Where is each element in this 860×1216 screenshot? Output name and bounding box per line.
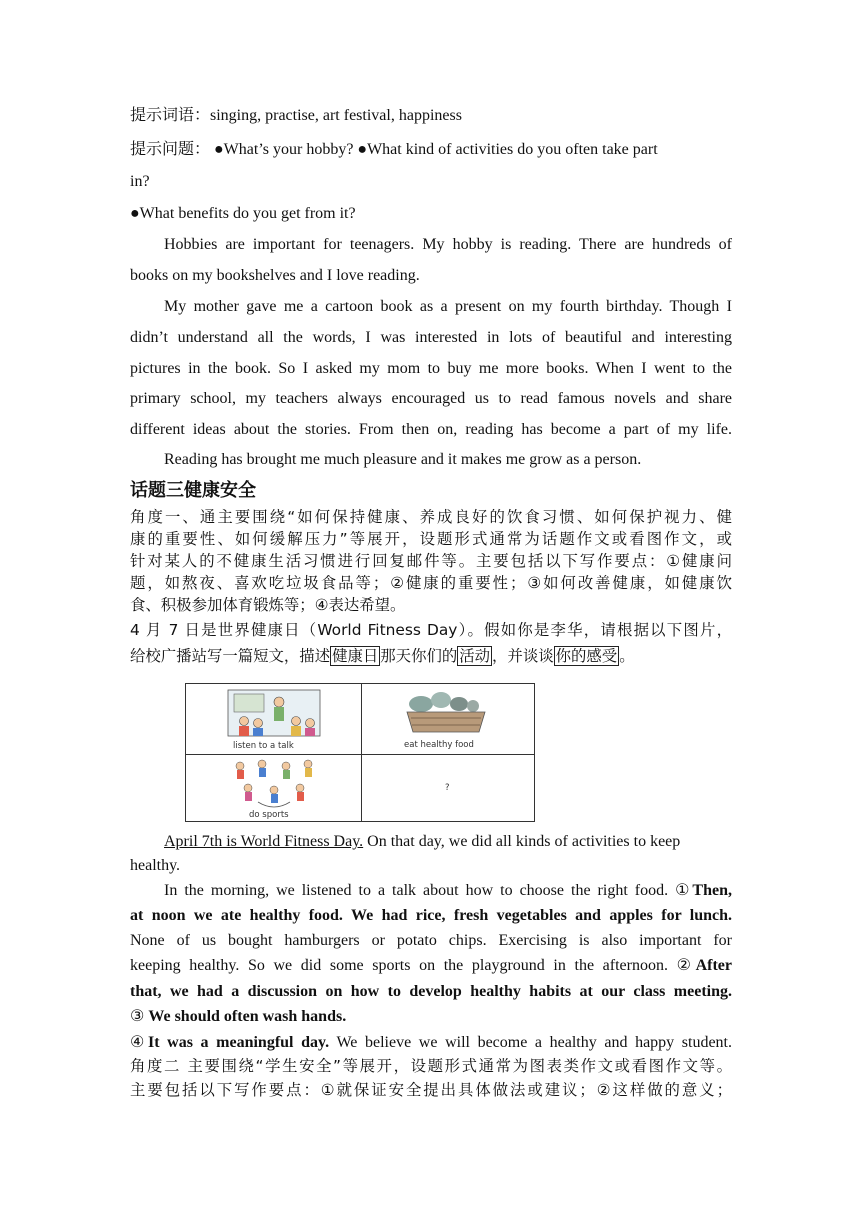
healthy-food-crate-illustration	[401, 690, 491, 736]
angle2-line2: 主要包括以下写作要点：①就保证安全提出具体做法或建议；②这样做的意义；	[130, 1081, 732, 1099]
essay1-p2-line4: primary school, my teachers always encouraged us to read famous novels and share	[130, 390, 732, 407]
boxed-keyword-feelings: 你的感受	[555, 647, 618, 665]
essay2-line6: keeping healthy. So we did some sports on the playground in the afternoon. ②After	[130, 957, 732, 974]
essay1-p3: Reading has brought me much pleasure and it makes me grow as a person.	[164, 451, 642, 468]
essay2-line7: that, we had a discussion on how to develop healthy habits at our class meeting.	[130, 983, 732, 1000]
essay2-line4: at noon we ate healthy food. We had rice, fresh vegetables and apples for lunch.	[130, 907, 732, 924]
essay2-line5: None of us bought hamburgers or potato chips. Exercising is also important for	[130, 932, 732, 949]
essay2-line3: In the morning, we listened to a talk about how to choose the right food. ①Then,	[164, 882, 732, 899]
angle1-line3: 针对某人的不健康生活习惯进行回复邮件等。主要包括以下写作要点：①健康问	[130, 552, 732, 570]
essay2-line1: April 7th is World Fitness Day. On that day, we did all kinds of activities to keep	[164, 833, 681, 850]
underlined-topic-sentence: April 7th is World Fitness Day.	[164, 833, 364, 850]
essay2-line8: ③ We should often wash hands.	[130, 1008, 347, 1025]
essay1-p1-line2: books on my bookshelves and I love reading.	[130, 267, 420, 284]
essay1-p1-line1: Hobbies are important for teenagers. My hobby is reading. There are hundreds of	[164, 236, 732, 253]
caption-eat-healthy-food: eat healthy food	[404, 740, 474, 750]
essay2-line9: ④It was a meaningful day. We believe we will become a healthy and happy student.	[130, 1034, 733, 1051]
angle1-line5: 食、积极参加体育锻炼等；④表达希望。	[130, 596, 406, 614]
essay2-line2: healthy.	[130, 857, 181, 874]
caption-do-sports: do sports	[249, 810, 289, 820]
essay1-p2-line2: didn’t understand all the words, I was interested in lots of beautiful and interesting	[130, 329, 732, 346]
task-line1: 4 月 7 日是世界健康日（World Fitness Day）。假如你是李华，请根据以下图片，	[130, 621, 732, 639]
boxed-keyword-fitness-day: 健康日	[332, 647, 379, 665]
angle2-line1: 角度二 主要围绕“学生安全”等展开，设题形式通常为图表类作文或看图作文等。	[130, 1057, 732, 1075]
boxed-keyword-activities: 活动	[459, 647, 491, 665]
hint-question-3: ●What benefits do you get from it?	[130, 205, 356, 222]
picture-grid	[185, 683, 535, 822]
task-line2: 给校广播站写一篇短文，描述 健康日 那天你们的 活动 ，并谈谈 你的感受 。	[130, 647, 635, 665]
classroom-talk-illustration	[224, 688, 324, 740]
caption-question-mark: ?	[445, 783, 450, 793]
hint-questions: 提示问题： ●What’s your hobby? ●What kind of activities do you often take part	[130, 141, 658, 158]
angle1-line1: 角度一、通主要围绕“如何保持健康、养成良好的饮食习惯、如何保护视力、健	[130, 508, 732, 526]
essay1-p2-line1: My mother gave me a cartoon book as a present on my fourth birthday. Though I	[164, 298, 732, 315]
topic3-title: 话题三健康安全	[130, 480, 256, 501]
hint-words: 提示词语：singing, practise, art festival, happiness	[130, 107, 462, 124]
angle1-line4: 题，如熬夜、喜欢吃垃圾食品等；②健康的重要性；③如何改善健康，如健康饮	[130, 574, 732, 592]
hint-questions-cont: in?	[130, 173, 150, 190]
sports-illustration	[228, 758, 320, 810]
caption-listen-to-a-talk: listen to a talk	[233, 741, 294, 751]
essay1-p2-line3: pictures in the book. So I asked my mom to buy me more books. When I went to the	[130, 360, 732, 377]
angle1-line2: 康的重要性、如何缓解压力”等展开，设题形式通常为话题作文或看图作文，或	[130, 530, 732, 548]
essay1-p2-line5: different ideas about the stories. From then on, reading has become a part of my life.	[130, 421, 732, 438]
